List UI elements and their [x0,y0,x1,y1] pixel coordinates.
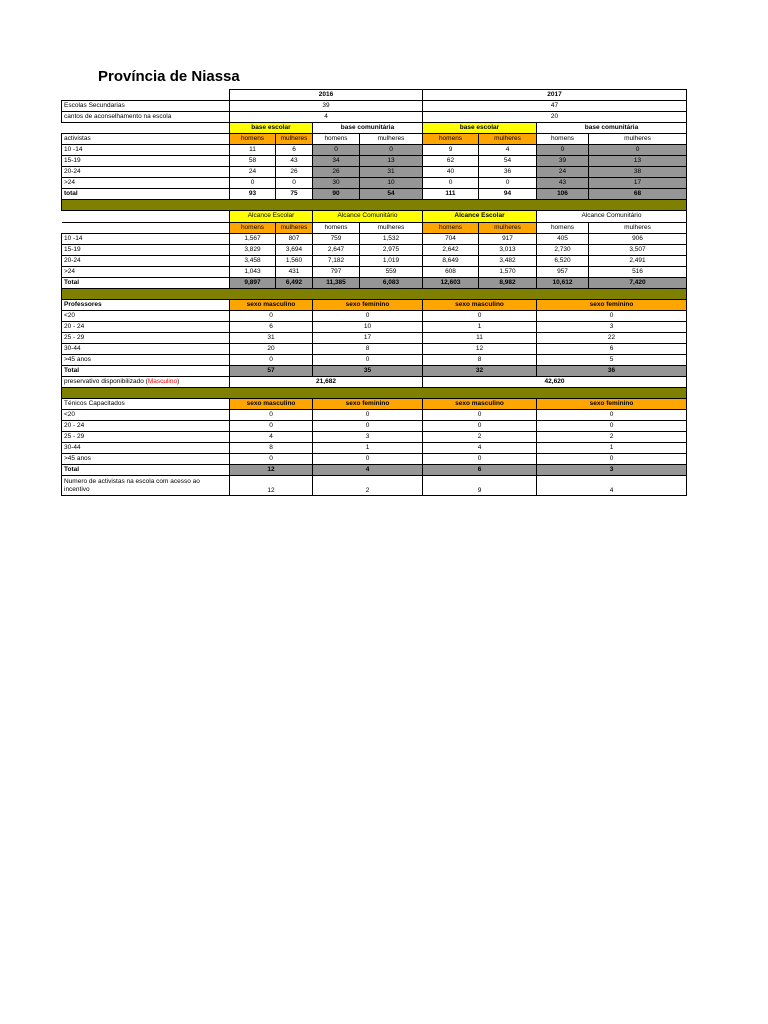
cell: 431 [276,267,313,278]
sexo-masculino-2017: sexo masculino [423,399,537,410]
cell: 516 [589,267,687,278]
cell: 3,829 [230,245,276,256]
cell: 2 [313,476,423,496]
cell: 1,532 [360,234,423,245]
col-mulheres: mulheres [276,134,313,145]
tecnicos-label: Ténicos Capacitados [62,399,230,410]
cell: 3,013 [479,245,537,256]
cell: 8,649 [423,256,479,267]
cell: 54 [360,189,423,200]
table-row [62,156,687,167]
row-label: 25 - 29 [62,333,230,344]
cell: 0 [589,145,687,156]
row-label: 15-19 [62,156,230,167]
cell: 7,420 [589,278,687,289]
table-row [62,256,687,267]
year-2016: 2016 [230,90,423,101]
cell: 12 [423,344,537,355]
cell: 1,570 [479,267,537,278]
professores-header-row [62,300,687,311]
row-label: 10 -14 [62,234,230,245]
preservativo-label: preservativo disponibilizado (Masculino) [62,377,230,388]
escolas-label: Escolas Secundarias [62,101,230,112]
cell: 1,567 [230,234,276,245]
cell: 0 [313,145,360,156]
row-label: 30-44 [62,443,230,454]
page-title: Província de Niassa [98,68,240,85]
cell: 6,083 [360,278,423,289]
cantos-2016: 4 [230,112,423,123]
cell: 0 [313,355,423,366]
cell: 10 [313,322,423,333]
base-escolar-2017: base escolar [423,123,537,134]
cell: 22 [537,333,687,344]
cell: 20 [230,344,313,355]
row-label: 20 - 24 [62,421,230,432]
cell: 8 [423,355,537,366]
table-row [62,443,687,454]
sexo-masculino-2016: sexo masculino [230,399,313,410]
cell: 0 [537,311,687,322]
cell: 0 [423,410,537,421]
row-label: 15-19 [62,245,230,256]
cell: 12 [230,476,313,496]
total-row [62,366,687,377]
alcance-comunitario-2017: Alcance Comunitário [537,211,687,223]
cell: 35 [313,366,423,377]
col-mulheres: mulheres [479,223,537,234]
cell: 4 [230,432,313,443]
cell: 4 [423,443,537,454]
cell: 405 [537,234,589,245]
cell: 68 [589,189,687,200]
col-mulheres: mulheres [589,134,687,145]
sexo-feminino-2016: sexo feminino [313,300,423,311]
cell: 6 [537,344,687,355]
cell: 0 [313,421,423,432]
cell: 0 [423,311,537,322]
cell: 58 [230,156,276,167]
cell: 9 [423,145,479,156]
cell: 31 [360,167,423,178]
cell: 0 [313,311,423,322]
sexo-masculino-2016: sexo masculino [230,300,313,311]
col-homens: homens [537,134,589,145]
section-divider [62,289,687,300]
cell: 1 [423,322,537,333]
cell: 807 [276,234,313,245]
cell: 40 [423,167,479,178]
row-label: 10 -14 [62,145,230,156]
table-row [62,267,687,278]
table-row [62,344,687,355]
col-homens: homens [230,134,276,145]
cell: 2,642 [423,245,479,256]
cell: 759 [313,234,360,245]
cell: 559 [360,267,423,278]
activistas-label: activistas [62,134,230,145]
col-mulheres: mulheres [360,223,423,234]
col-mulheres: mulheres [479,134,537,145]
cell: 12,603 [423,278,479,289]
cell: 93 [230,189,276,200]
cell: 6 [230,322,313,333]
incentivo-label: Numero de activistas na escola com acesso ao incentivo [62,476,230,496]
row-label: 20-24 [62,167,230,178]
cell: 38 [589,167,687,178]
alcance-group-row [62,211,687,223]
cell: 0 [230,421,313,432]
alcance-escolar-2016: Alcance Escolar [230,211,313,223]
cell: 111 [423,189,479,200]
row-label: 20 - 24 [62,322,230,333]
cell: 1,560 [276,256,313,267]
cell: 0 [230,454,313,465]
cell: 106 [537,189,589,200]
cantos-row [62,112,687,123]
activistas-group-row [62,123,687,134]
total-row [62,465,687,476]
col-mulheres: mulheres [589,223,687,234]
cell: 1 [537,443,687,454]
cell: 6 [276,145,313,156]
cell: 26 [276,167,313,178]
base-escolar-2016: base escolar [230,123,313,134]
row-label: <20 [62,410,230,421]
cell: 3,507 [589,245,687,256]
cell: 17 [589,178,687,189]
table-row [62,145,687,156]
cell: 0 [423,421,537,432]
cell: 13 [589,156,687,167]
section-divider [62,200,687,211]
sexo-feminino-2017: sexo feminino [537,399,687,410]
col-homens: homens [230,223,276,234]
table-row [62,234,687,245]
total-row [62,278,687,289]
cell: 11,385 [313,278,360,289]
cell: 608 [423,267,479,278]
tecnicos-header-row [62,399,687,410]
year-2017: 2017 [423,90,687,101]
table-row [62,311,687,322]
cell: 11 [230,145,276,156]
cell: 6,492 [276,278,313,289]
activistas-subheader-row [62,134,687,145]
cell: 2,975 [360,245,423,256]
cell: 43 [276,156,313,167]
cell: 3,458 [230,256,276,267]
table-row [62,322,687,333]
cell: 32 [423,366,537,377]
cell: 43 [537,178,589,189]
cell: 7,182 [313,256,360,267]
table-row [62,245,687,256]
row-label: >45 anos [62,454,230,465]
cell: 2,730 [537,245,589,256]
row-label: >45 anos [62,355,230,366]
cell: 8,982 [479,278,537,289]
cell: 10,612 [537,278,589,289]
col-homens: homens [313,223,360,234]
cell: 17 [313,333,423,344]
escolas-2017: 47 [423,101,687,112]
cell: 0 [230,311,313,322]
cantos-label: cantos de aconselhamento na escola [62,112,230,123]
cell: 6 [423,465,537,476]
preservativo-2017: 42,620 [423,377,687,388]
col-mulheres: mulheres [276,223,313,234]
cell: 11 [423,333,537,344]
row-label: >24 [62,178,230,189]
cell: 0 [230,178,276,189]
table-row [62,167,687,178]
preservativo-2016: 21,682 [230,377,423,388]
cell: 10 [360,178,423,189]
cell: 34 [313,156,360,167]
cell: 0 [230,355,313,366]
cell: 4 [537,476,687,496]
row-label: total [62,189,230,200]
table-row [62,454,687,465]
cell: 8 [313,344,423,355]
escolas-row [62,101,687,112]
cell: 0 [423,454,537,465]
cell: 8 [230,443,313,454]
cell: 2,647 [313,245,360,256]
cell: 2,491 [589,256,687,267]
cell: 39 [537,156,589,167]
cell: 4 [479,145,537,156]
row-label: >24 [62,267,230,278]
col-homens: homens [423,223,479,234]
year-header-row [62,90,687,101]
table-row [62,432,687,443]
cell: 4 [313,465,423,476]
cell: 24 [537,167,589,178]
section-divider [62,388,687,399]
row-label: <20 [62,311,230,322]
sexo-feminino-2016: sexo feminino [313,399,423,410]
col-homens: homens [423,134,479,145]
cell: 0 [313,454,423,465]
cell: 0 [537,410,687,421]
cell: 0 [423,178,479,189]
cell: 90 [313,189,360,200]
cantos-2017: 20 [423,112,687,123]
spreadsheet-table [61,89,687,496]
cell: 9 [423,476,537,496]
base-comunitaria-2017: base comunitária [537,123,687,134]
cell: 2 [537,432,687,443]
cell: 0 [360,145,423,156]
cell: 906 [589,234,687,245]
cell: 0 [537,145,589,156]
cell: 9,897 [230,278,276,289]
cell: 1,019 [360,256,423,267]
cell: 3,694 [276,245,313,256]
cell: 36 [537,366,687,377]
preservativo-row [62,377,687,388]
sexo-masculino-2017: sexo masculino [423,300,537,311]
cell: 0 [313,410,423,421]
cell: 0 [537,421,687,432]
sexo-feminino-2017: sexo feminino [537,300,687,311]
cell: 1,043 [230,267,276,278]
total-row [62,189,687,200]
cell: 917 [479,234,537,245]
cell: 5 [537,355,687,366]
cell: 0 [230,410,313,421]
table-row [62,421,687,432]
row-label: 20-24 [62,256,230,267]
row-label: Total [62,465,230,476]
col-mulheres: mulheres [360,134,423,145]
cell: 3 [537,465,687,476]
cell: 1 [313,443,423,454]
cell: 54 [479,156,537,167]
cell: 3,482 [479,256,537,267]
col-homens: homens [537,223,589,234]
cell: 31 [230,333,313,344]
table-row [62,355,687,366]
cell: 797 [313,267,360,278]
cell: 36 [479,167,537,178]
table-row [62,178,687,189]
cell: 62 [423,156,479,167]
alcance-subheader-row [62,223,687,234]
cell: 0 [276,178,313,189]
cell: 75 [276,189,313,200]
cell: 3 [537,322,687,333]
cell: 12 [230,465,313,476]
row-label: 30-44 [62,344,230,355]
cell: 13 [360,156,423,167]
escolas-2016: 39 [230,101,423,112]
cell: 3 [313,432,423,443]
alcance-comunitario-2016: Alcance Comunitário [313,211,423,223]
table-row [62,333,687,344]
base-comunitaria-2016: base comunitária [313,123,423,134]
cell: 0 [479,178,537,189]
professores-label: Professores [62,300,230,311]
cell: 57 [230,366,313,377]
cell: 26 [313,167,360,178]
cell: 957 [537,267,589,278]
cell: 30 [313,178,360,189]
cell: 24 [230,167,276,178]
cell: 704 [423,234,479,245]
row-label: Total [62,366,230,377]
cell: 2 [423,432,537,443]
row-label: Total [62,278,230,289]
col-homens: homens [313,134,360,145]
cell: 0 [537,454,687,465]
incentivo-row [62,476,687,496]
alcance-escolar-2017: Alcance Escolar [423,211,537,223]
cell: 94 [479,189,537,200]
cell: 6,520 [537,256,589,267]
table-row [62,410,687,421]
row-label: 25 - 29 [62,432,230,443]
